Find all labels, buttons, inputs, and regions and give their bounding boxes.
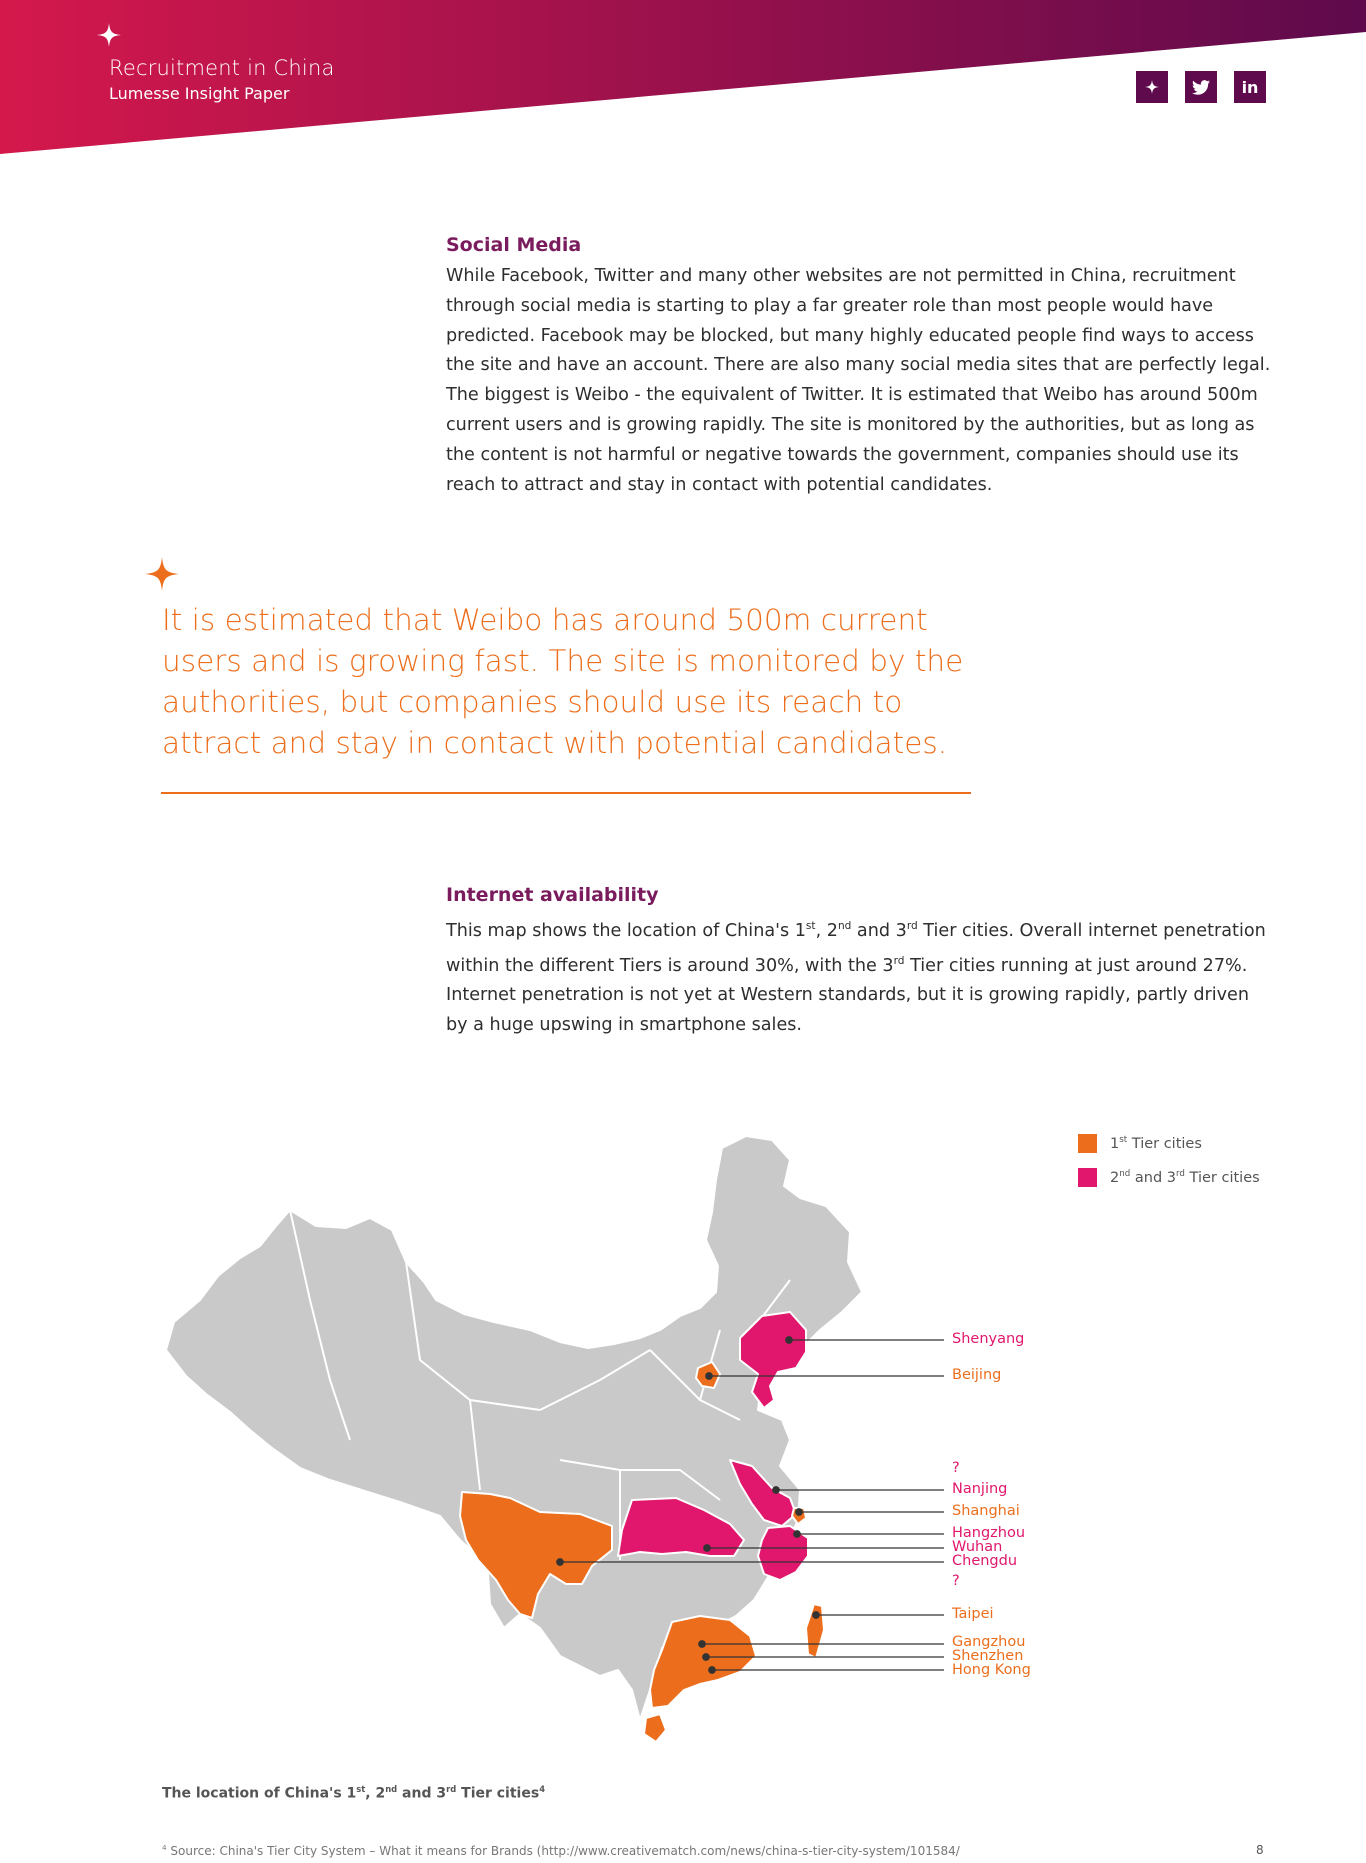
city-label-taipei: Taipei [952, 1606, 994, 1622]
city-label-gangzhou: Gangzhou [952, 1634, 1026, 1650]
city-label-hong-kong: Hong Kong [952, 1662, 1031, 1678]
city-label-shenyang: Shenyang [952, 1331, 1025, 1347]
city-label-chengdu: Chengdu [952, 1553, 1018, 1569]
map-legend [1078, 1134, 1260, 1202]
legend-swatch-orange [1078, 1134, 1097, 1153]
linkedin-button[interactable] [1234, 71, 1266, 103]
twitter-button[interactable] [1185, 71, 1217, 103]
lumesse-star-icon [96, 22, 122, 48]
header-text [109, 56, 335, 103]
map-caption: The location of China's 1st, 2nd and 3rd Tier cities$^4$ [162, 1784, 546, 1802]
city-label-unknown-1: ? [952, 1460, 960, 1476]
social-links [1136, 71, 1266, 103]
region-hainan [644, 1714, 666, 1742]
legend-tier23 [1078, 1168, 1260, 1187]
city-label-nanjing: Nanjing [952, 1481, 1008, 1497]
city-label-wuhan: Wuhan [952, 1539, 1003, 1555]
document-subtitle: Lumesse Insight Paper [109, 84, 290, 103]
linkedin-icon: in [1241, 77, 1259, 97]
page-number: 8 [1256, 1843, 1264, 1857]
pull-quote: It is estimated that Weibo has around 500m current users and is growing fast. The site is monitored by the authorities, but companies should use its reach to attract and stay in contact with potential candidates. [162, 603, 964, 760]
social-media-body: While Facebook, Twitter and many other websites are not permitted in China, recruitment through social media is starting to play a far greater role than most people would have predicted. Facebook may be blocked, but many highly educated people find ways to access the site and have an account. There are also many social media sites that are perfectly legal. The biggest is Weibo - the equivalent of Twitter. It is estimated that Weibo has around 500m current users and is growing rapidly. The site is monitored by the authorities, but as long as the content is not harmful or negative towards the government, companies should use its reach to attract and stay in contact with potential candidates. [446, 266, 1271, 495]
footnote: $^4$ Source: China's Tier City System – What it means for Brands (http://www.creativematch.com/news/china-s-tier-city-system/101584/ [162, 1843, 960, 1858]
city-label-beijing: Beijing [952, 1367, 1002, 1383]
city-label-shanghai: Shanghai [952, 1503, 1020, 1519]
city-label-unknown-2: ? [952, 1573, 960, 1589]
internet-body: This map shows the location of China's 1st, 2nd and 3rd Tier cities. Overall internet penetration within the different Tiers is around 30%, with the 3rd Tier cities running at just around 27%. Internet penetration is not yet at Western standards, but it is growing rapidly, partly driven by a huge upswing in smartphone sales. [446, 920, 1266, 1036]
legend-tier23-label: 2nd and 3rd Tier cities [1110, 1169, 1260, 1186]
internet-heading: Internet availability [446, 884, 659, 906]
city-label-shenzhen: Shenzhen [952, 1648, 1024, 1664]
city-label-hangzhou: Hangzhou [952, 1525, 1026, 1541]
legend-tier1-label: 1st Tier cities [1110, 1135, 1202, 1152]
legend-tier1 [1078, 1134, 1260, 1153]
document-title: Recruitment in China [109, 56, 335, 80]
china-outline [166, 1136, 862, 1720]
social-media-heading: Social Media [446, 234, 582, 256]
legend-swatch-pink [1078, 1168, 1097, 1187]
lumesse-star-icon [1144, 79, 1160, 95]
quote-divider [161, 792, 971, 794]
twitter-icon [1192, 80, 1210, 95]
lumesse-share-button[interactable] [1136, 71, 1168, 103]
quote-star-icon [144, 556, 180, 592]
